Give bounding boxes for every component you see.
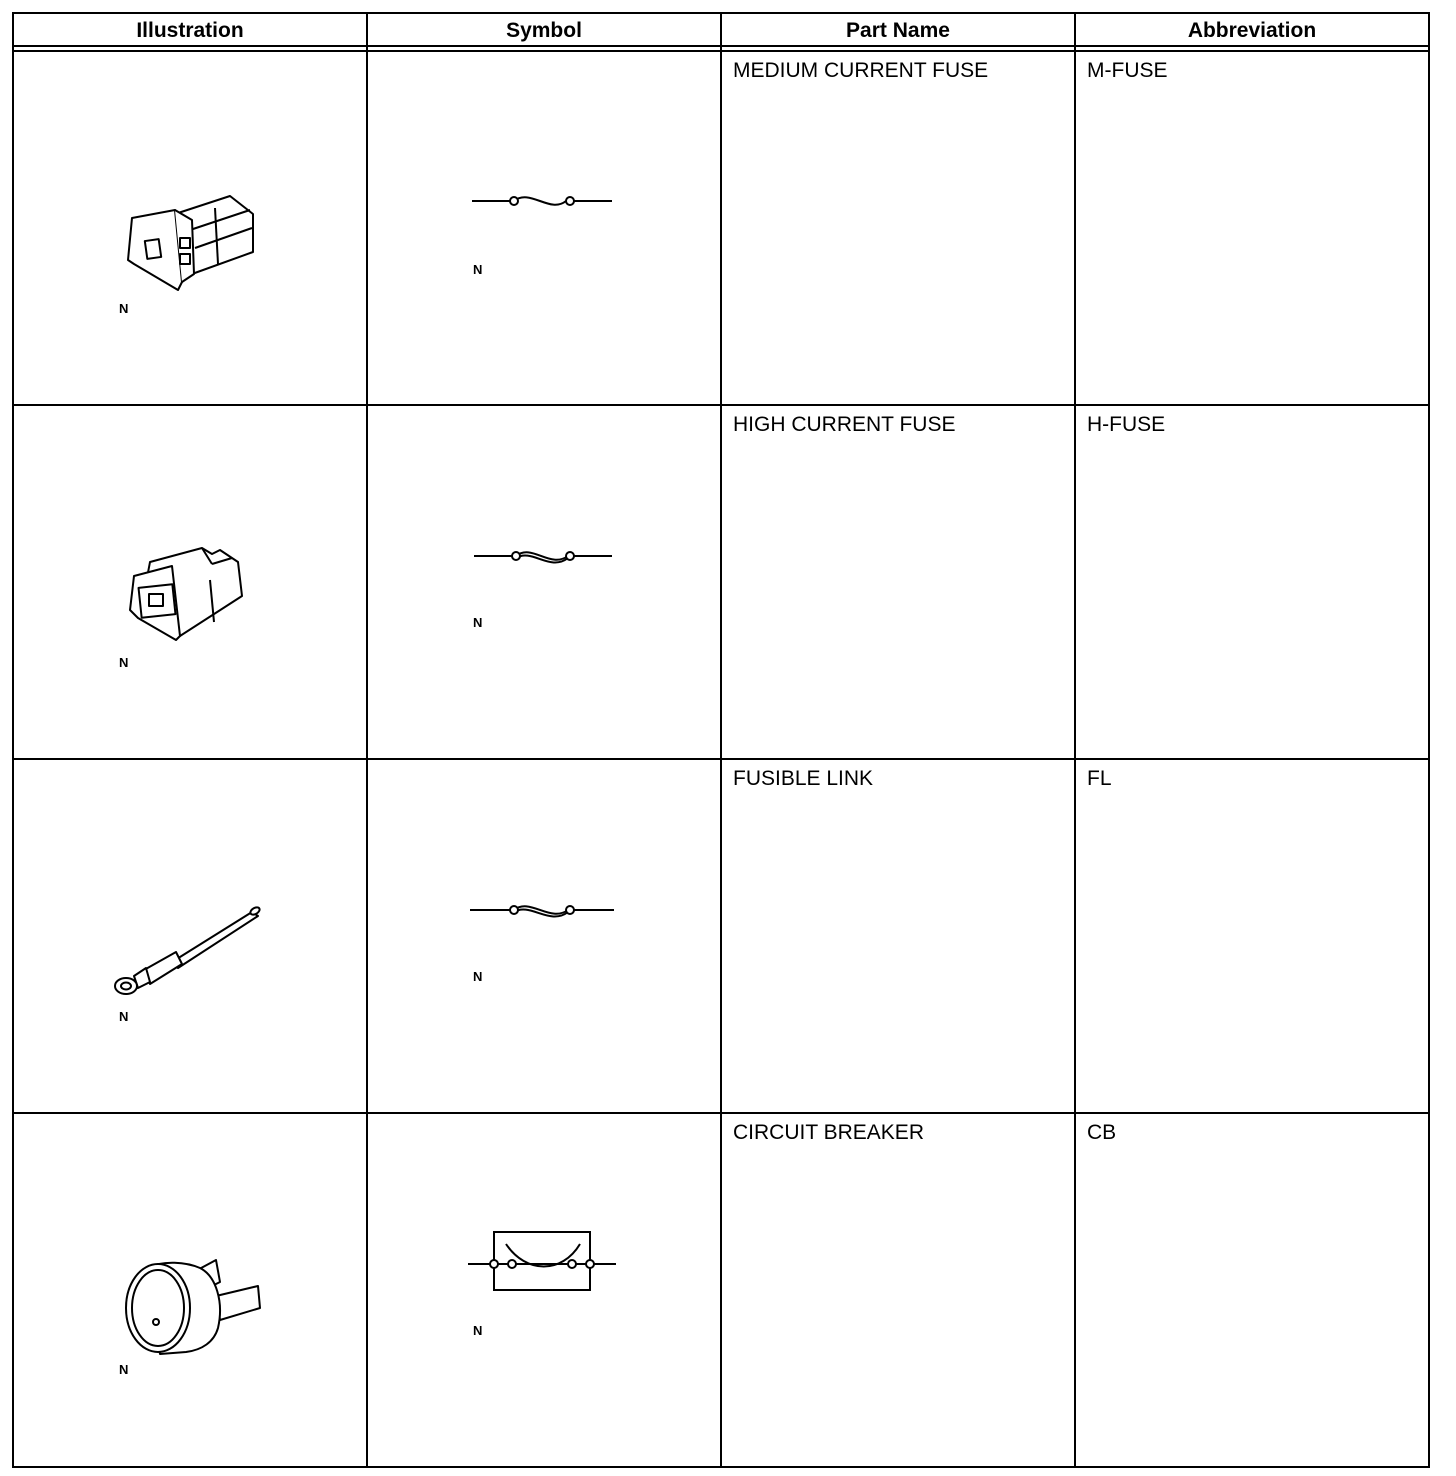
- circuit-breaker-symbol-icon: [466, 1228, 620, 1294]
- header-abbreviation: Abbreviation: [1187, 19, 1317, 42]
- symbol-note: N: [473, 262, 483, 277]
- fuse-symbol-icon: [470, 190, 615, 214]
- part-name-cell: FUSIBLE LINK: [733, 767, 874, 790]
- high-current-fuse-symbol-icon: [470, 544, 615, 568]
- symbol-note: N: [473, 1323, 483, 1338]
- abbreviation-cell: H-FUSE: [1087, 413, 1166, 436]
- fusible-link-icon: [112, 902, 267, 998]
- illustration-note: N: [119, 1362, 129, 1377]
- part-name-cell: CIRCUIT BREAKER: [733, 1121, 924, 1144]
- symbol-note: N: [473, 969, 483, 984]
- part-name-cell: MEDIUM CURRENT FUSE: [733, 59, 989, 82]
- illustration-note: N: [119, 655, 129, 670]
- medium-current-fuse-icon: [120, 190, 260, 295]
- part-name-cell: HIGH CURRENT FUSE: [733, 413, 956, 436]
- fusible-link-symbol-icon: [466, 898, 618, 922]
- abbreviation-cell: M-FUSE: [1087, 59, 1168, 82]
- illustration-note: N: [119, 301, 129, 316]
- header-illustration: Illustration: [136, 19, 244, 42]
- circuit-breaker-icon: [120, 1254, 270, 1364]
- header-part-name: Part Name: [846, 19, 950, 42]
- high-current-fuse-icon: [120, 540, 255, 650]
- abbreviation-cell: FL: [1087, 767, 1112, 790]
- illustration-note: N: [119, 1009, 129, 1024]
- symbol-note: N: [473, 615, 483, 630]
- abbreviation-cell: CB: [1087, 1121, 1117, 1144]
- header-symbol: Symbol: [506, 19, 582, 42]
